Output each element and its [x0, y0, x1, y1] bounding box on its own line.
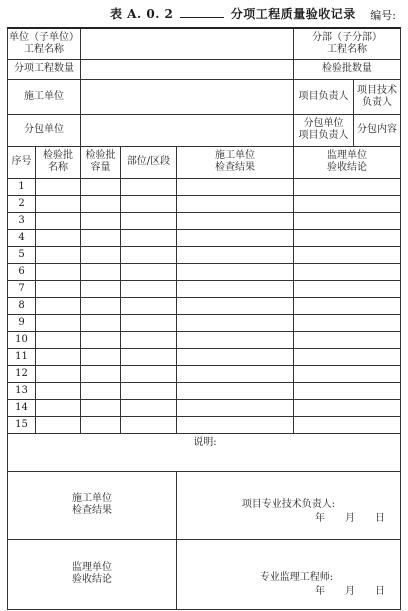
construction-result-cell[interactable] [177, 212, 294, 229]
location-cell[interactable] [121, 297, 177, 314]
construction-unit-field[interactable] [81, 79, 294, 114]
table-row [8, 246, 401, 263]
supervision-conclusion-cell[interactable] [294, 280, 401, 297]
construction-result-cell[interactable] [177, 314, 294, 331]
table-row [8, 382, 401, 399]
subcontract-unit-field[interactable] [81, 114, 294, 146]
construction-result-cell[interactable] [177, 399, 294, 416]
supervision-conclusion-cell[interactable] [294, 416, 401, 433]
form-title [110, 5, 356, 22]
col-batch-capacity-header: 检验批 容量 [81, 146, 121, 178]
batch-name-cell[interactable] [36, 399, 81, 416]
col-construction-result-header: 施工单位 检查结果 [177, 146, 294, 178]
supervision-signer-label: 专业监理工程师: [259, 572, 334, 583]
supervision-conclusion-cell[interactable] [294, 297, 401, 314]
batch-count-label: 检验批数量 [294, 59, 401, 79]
batch-capacity-cell[interactable] [81, 297, 121, 314]
info-row-construction [8, 79, 401, 114]
supervision-conclusion-cell[interactable] [294, 314, 401, 331]
batch-capacity-cell[interactable] [81, 178, 121, 195]
location-cell[interactable] [121, 280, 177, 297]
row-number: 14 [8, 399, 36, 416]
subcontract-unit-label: 分包单位 [8, 114, 81, 146]
footer-supervision-conclusion-label: 监理单位 验收结论 [8, 539, 177, 609]
supervision-conclusion-cell[interactable] [294, 246, 401, 263]
col-supervision-conclusion-header: 监理单位 验收结论 [294, 146, 401, 178]
row-number: 4 [8, 229, 36, 246]
batch-capacity-cell[interactable] [81, 416, 121, 433]
batch-name-cell[interactable] [36, 348, 81, 365]
table-row [8, 314, 401, 331]
subcontract-content-label: 分包内容 [354, 114, 401, 146]
title-row [0, 2, 408, 24]
location-cell[interactable] [121, 365, 177, 382]
construction-result-cell[interactable] [177, 229, 294, 246]
construction-result-cell[interactable] [177, 331, 294, 348]
supervision-conclusion-cell[interactable] [294, 195, 401, 212]
batch-capacity-cell[interactable] [81, 399, 121, 416]
row-number: 3 [8, 212, 36, 229]
construction-result-cell[interactable] [177, 365, 294, 382]
construction-result-cell[interactable] [177, 348, 294, 365]
row-number: 15 [8, 416, 36, 433]
location-cell[interactable] [121, 212, 177, 229]
row-number: 6 [8, 263, 36, 280]
construction-result-cell[interactable] [177, 195, 294, 212]
row-number: 12 [8, 365, 36, 382]
title-prefix: 表 A. 0. 2 [110, 7, 174, 21]
table-row [8, 280, 401, 297]
form-number-label: 编号: [370, 9, 396, 22]
row-number: 2 [8, 195, 36, 212]
table-row [8, 331, 401, 348]
batch-name-cell[interactable] [36, 212, 81, 229]
batch-name-cell[interactable] [36, 416, 81, 433]
row-number: 11 [8, 348, 36, 365]
location-cell[interactable] [121, 416, 177, 433]
supervision-conclusion-cell[interactable] [294, 263, 401, 280]
table-row [8, 212, 401, 229]
batch-capacity-cell[interactable] [81, 229, 121, 246]
subcontract-leader-label: 分包单位 项目负责人 [294, 114, 354, 146]
table-row [8, 348, 401, 365]
batch-name-cell[interactable] [36, 229, 81, 246]
project-leader-label: 项目负责人 [294, 79, 354, 114]
location-cell[interactable] [121, 229, 177, 246]
footer-construction-result-label: 施工单位 检查结果 [8, 471, 177, 539]
batch-capacity-cell[interactable] [81, 382, 121, 399]
batch-name-cell[interactable] [36, 195, 81, 212]
footer-supervision-row [8, 539, 401, 609]
batch-name-cell[interactable] [36, 331, 81, 348]
location-cell[interactable] [121, 382, 177, 399]
construction-date: 年 月 日 [315, 513, 385, 524]
construction-result-cell[interactable] [177, 297, 294, 314]
location-cell[interactable] [121, 195, 177, 212]
batch-name-cell[interactable] [36, 263, 81, 280]
batch-capacity-cell[interactable] [81, 280, 121, 297]
construction-result-cell[interactable] [177, 263, 294, 280]
location-cell[interactable] [121, 246, 177, 263]
sub-item-count-field[interactable] [81, 59, 294, 79]
unit-project-label: 单位（子单位） 工程名称 [8, 28, 81, 59]
row-number: 9 [8, 314, 36, 331]
batch-name-cell[interactable] [36, 314, 81, 331]
location-cell[interactable] [121, 263, 177, 280]
supervision-conclusion-cell[interactable] [294, 382, 401, 399]
footer-construction-row [8, 471, 401, 539]
unit-project-field[interactable] [81, 28, 294, 59]
batch-name-cell[interactable] [36, 280, 81, 297]
info-row-count [8, 59, 401, 79]
row-number: 13 [8, 382, 36, 399]
row-number: 5 [8, 246, 36, 263]
supervision-conclusion-cell[interactable] [294, 331, 401, 348]
record-sheet [7, 27, 400, 610]
table-row [8, 297, 401, 314]
notes-cell[interactable] [8, 433, 401, 471]
footer-construction-signature-cell[interactable] [177, 471, 401, 539]
table-row [8, 195, 401, 212]
location-cell[interactable] [121, 348, 177, 365]
batch-capacity-cell[interactable] [81, 246, 121, 263]
batch-name-cell[interactable] [36, 382, 81, 399]
construction-unit-label: 施工单位 [8, 79, 81, 114]
table-row [8, 263, 401, 280]
batch-capacity-cell[interactable] [81, 331, 121, 348]
supervision-conclusion-cell[interactable] [294, 399, 401, 416]
table-row [8, 229, 401, 246]
batch-name-cell[interactable] [36, 297, 81, 314]
row-number: 1 [8, 178, 36, 195]
record-table [7, 27, 401, 610]
col-batch-name-header: 检验批 名称 [36, 146, 81, 178]
info-row-project [8, 28, 401, 59]
part-project-label: 分部（子分部） 工程名称 [294, 28, 401, 59]
table-row [8, 399, 401, 416]
batch-capacity-cell[interactable] [81, 365, 121, 382]
location-cell[interactable] [121, 399, 177, 416]
notes-label: 说明: [193, 436, 217, 448]
location-cell[interactable] [121, 331, 177, 348]
column-header-row [8, 146, 401, 178]
col-seq-header: 序号 [8, 146, 36, 178]
batch-capacity-cell[interactable] [81, 212, 121, 229]
table-row [8, 365, 401, 382]
location-cell[interactable] [121, 178, 177, 195]
info-row-subcontract [8, 114, 401, 146]
batch-capacity-cell[interactable] [81, 263, 121, 280]
batch-capacity-cell[interactable] [81, 348, 121, 365]
project-tech-leader-label: 项目技术 负责人 [354, 79, 401, 114]
row-number: 7 [8, 280, 36, 297]
batch-capacity-cell[interactable] [81, 314, 121, 331]
footer-supervision-signature-cell[interactable] [177, 539, 401, 609]
supervision-conclusion-cell[interactable] [294, 178, 401, 195]
table-row [8, 178, 401, 195]
construction-result-cell[interactable] [177, 382, 294, 399]
supervision-conclusion-cell[interactable] [294, 365, 401, 382]
title-blank-line[interactable] [180, 7, 224, 18]
construction-result-cell[interactable] [177, 280, 294, 297]
col-location-header: 部位/区段 [121, 146, 177, 178]
construction-signer-label: 项目专业技术负责人: [241, 499, 336, 510]
batch-name-cell[interactable] [36, 365, 81, 382]
sub-item-count-label: 分项工程数量 [8, 59, 81, 79]
construction-result-cell[interactable] [177, 178, 294, 195]
supervision-conclusion-cell[interactable] [294, 212, 401, 229]
supervision-date: 年 月 日 [315, 586, 385, 597]
batch-name-cell[interactable] [36, 246, 81, 263]
batch-name-cell[interactable] [36, 178, 81, 195]
location-cell[interactable] [121, 314, 177, 331]
row-number: 10 [8, 331, 36, 348]
supervision-conclusion-cell[interactable] [294, 229, 401, 246]
title-text: 分项工程质量验收记录 [230, 7, 356, 21]
table-row [8, 416, 401, 433]
construction-result-cell[interactable] [177, 246, 294, 263]
batch-capacity-cell[interactable] [81, 195, 121, 212]
row-number: 8 [8, 297, 36, 314]
supervision-conclusion-cell[interactable] [294, 348, 401, 365]
notes-row [8, 433, 401, 471]
construction-result-cell[interactable] [177, 416, 294, 433]
